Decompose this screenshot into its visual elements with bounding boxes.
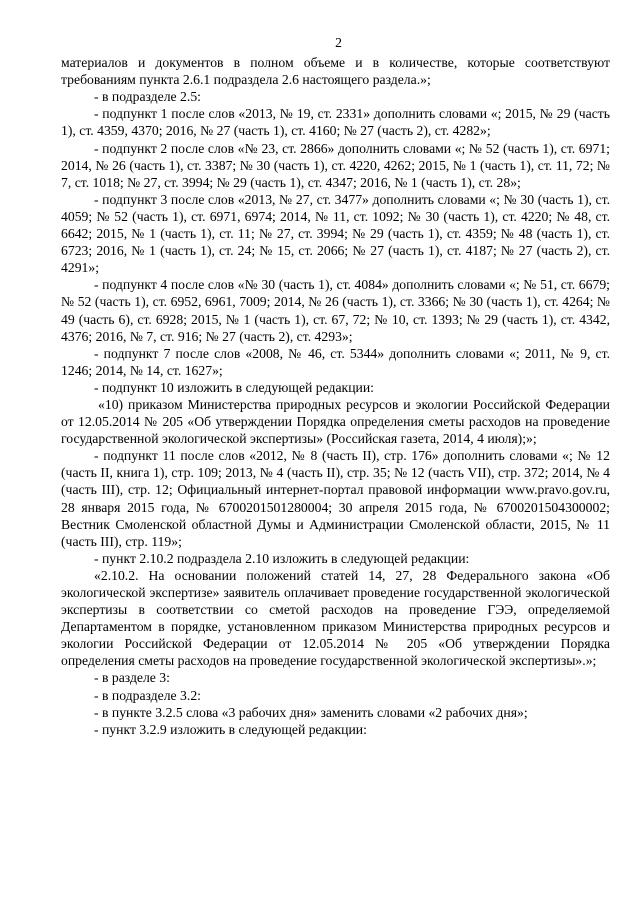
paragraph-continuation: материалов и документов в полном объеме и в количестве, которые соответствуют требованиям пункта 2.6.1 подраздела 2.6 настоящего раздела.»; xyxy=(61,55,610,88)
paragraph-subitem-4: - подпункт 4 после слов «№ 30 (часть 1), ст. 4084» дополнить словами «; № 51, ст. 6679; № 52 (часть 1), ст. 6952, 6961, 7009; 2014, № 26 (часть 1), ст. 3366; № 30 (часть 1), ст. 4264; № 49 (часть 6), ст. 6928; 2015, № 1 (часть 1), ст. 67, 72; № 10, ст. 1393; № 29 (часть 1), ст. 4342, 4376; 2016, № 7, ст. 916; № 27 (часть 2), ст. 4293»; xyxy=(61,277,610,344)
paragraph-subitem-2: - подпункт 2 после слов «№ 23, ст. 2866» дополнить словами «; № 52 (часть 1), ст. 6971; 2014, № 26 (часть 1), ст. 3387; № 30 (часть 1), ст. 4220, 4262; 2015, № 1 (часть 1), ст. 11, 72; № 7, ст. 1018; № 27, ст. 3994; № 29 (часть 1), ст. 4347; 2016, № 1 (часть 1), ст. 28»; xyxy=(61,140,610,190)
paragraph-item-3-2-9: - пункт 3.2.9 изложить в следующей редакции: xyxy=(94,721,367,737)
paragraph-subsection-3-2: - в подразделе 3.2: xyxy=(94,687,201,703)
paragraph-item-3-2-5: - в пункте 3.2.5 слова «3 рабочих дня» заменить словами «2 рабочих дня»; xyxy=(94,704,528,720)
paragraph-subitem-10: - подпункт 10 изложить в следующей редакции: xyxy=(94,379,374,395)
paragraph-subitem-3: - подпункт 3 после слов «2013, № 27, ст. 3477» дополнить словами «; № 30 (часть 1), ст. 4059; № 52 (часть 1), ст. 6971, 6974; 2014, № 11, ст. 1092; № 30 (часть 1), ст. 4220; № 48, ст. 6642; 2015, № 1 (часть 1), ст. 11; № 27, ст. 3994; № 29 (часть 1), ст. 4359; № 48 (часть 1), ст. 6723; 2016, № 1 (часть 1), ст. 24; № 15, ст. 2066; № 27 (часть 1), ст. 4187; № 27 (часть 2), ст. 4291»; xyxy=(61,191,610,276)
paragraph-subitem-10-text: «10) приказом Министерства природных ресурсов и экологии Российской Федерации от 12.05.2014 № 205 «Об утверждении Порядка определения сметы расходов на проведение государственной экологической экспертизы» (Российская газета, 2014, 4 июля);»; xyxy=(61,396,610,447)
paragraph-subitem-11: - подпункт 11 после слов «2012, № 8 (часть II), стр. 176» дополнить словами «; № 12 (часть II, книга 1), стр. 109; 2013, № 4 (часть II), стр. 35; № 12 (часть VII), стр. 372; 2014, № 4 (часть III), стр. 12; Официальный интернет-портал правовой информации www.pravo.gov.ru, 28 января 2015 года, № 6700201501280004; 30 апреля 2015 года, № 6700201504300002; Вестник Смоленской областной Думы и Администрации Смоленской области, 2015, № 11 (часть III), стр. 119»; xyxy=(61,448,610,549)
paragraph-item-2-10-2-text: «2.10.2. На основании положений статей 14, 27, 28 Федерального закона «Об экологической экспертизе» заявитель оплачивает проведение государственной экологической экспертизы в соответствии со сметой расходов на проведение ГЭЭ, определяемой Департаментом в порядке, установленном приказом Министерства природных ресурсов и экологии Российской Федерации от 12.05.2014 № 205 «Об утверждении Порядка определения сметы расходов на проведение государственной экологической экспертизы».»; xyxy=(61,567,610,669)
paragraph-subsection-2-5: - в подразделе 2.5: xyxy=(94,89,201,105)
paragraph-subitem-7: - подпункт 7 после слов «2008, № 46, ст. 5344» дополнить словами «; 2011, № 9, ст. 1246; 2014, № 14, ст. 1627»; xyxy=(61,345,610,378)
paragraph-subitem-1: - подпункт 1 после слов «2013, № 19, ст. 2331» дополнить словами «; 2015, № 29 (часть 1), ст. 4359, 4370; 2016, № 27 (часть 1), ст. 4160; № 27 (часть 2), ст. 4282»; xyxy=(61,106,610,139)
page-number: 2 xyxy=(335,35,342,50)
paragraph-section-3: - в разделе 3: xyxy=(94,670,170,686)
paragraph-item-2-10-2: - пункт 2.10.2 подраздела 2.10 изложить в следующей редакции: xyxy=(94,550,470,566)
